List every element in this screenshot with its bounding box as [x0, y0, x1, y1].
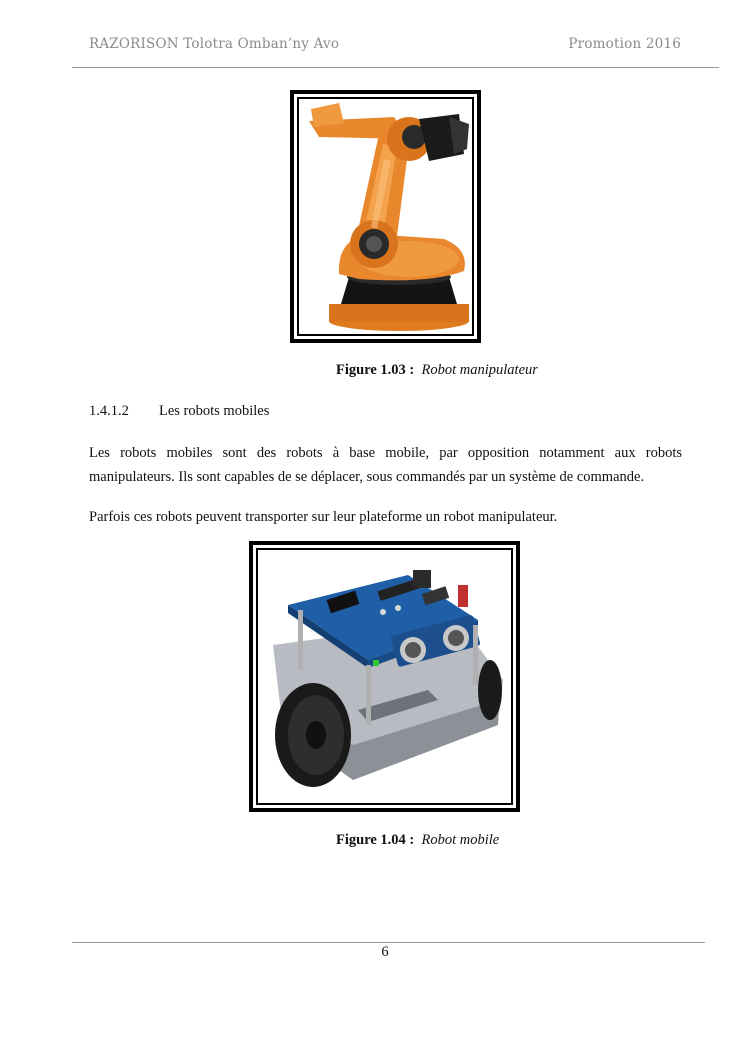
figure-label: Figure 1.03 :	[336, 362, 415, 378]
figure-robot-manipulateur	[290, 90, 481, 343]
header-promotion: Promotion 2016	[568, 36, 681, 52]
page-number: 6	[381, 944, 389, 960]
section-heading	[89, 403, 269, 420]
figure-caption	[336, 832, 499, 849]
paragraph: Les robots mobiles sont des robots à base mobile, par opposition notamment aux robots manipulateurs. Ils sont capables de se déplacer, sous commandés par un système de commande.	[89, 445, 682, 485]
paragraph: Parfois ces robots peuvent transporter sur leur plateforme un robot manipulateur.	[89, 509, 558, 525]
figure-robot-mobile	[249, 541, 520, 812]
section-number: 1.4.1.2	[89, 403, 129, 419]
footer-rule	[72, 942, 705, 943]
figure-label: Figure 1.04 :	[336, 832, 415, 848]
section-title: Les robots mobiles	[159, 403, 270, 419]
figure-title: Robot mobile	[421, 832, 500, 848]
robot-arm-image	[299, 99, 472, 334]
figure-caption	[336, 362, 538, 379]
header-author: RAZORISON Tolotra Omban’ny Avo	[89, 36, 340, 52]
header-rule	[72, 67, 719, 68]
mobile-robot-image	[258, 550, 511, 803]
figure-title: Robot manipulateur	[421, 362, 538, 378]
